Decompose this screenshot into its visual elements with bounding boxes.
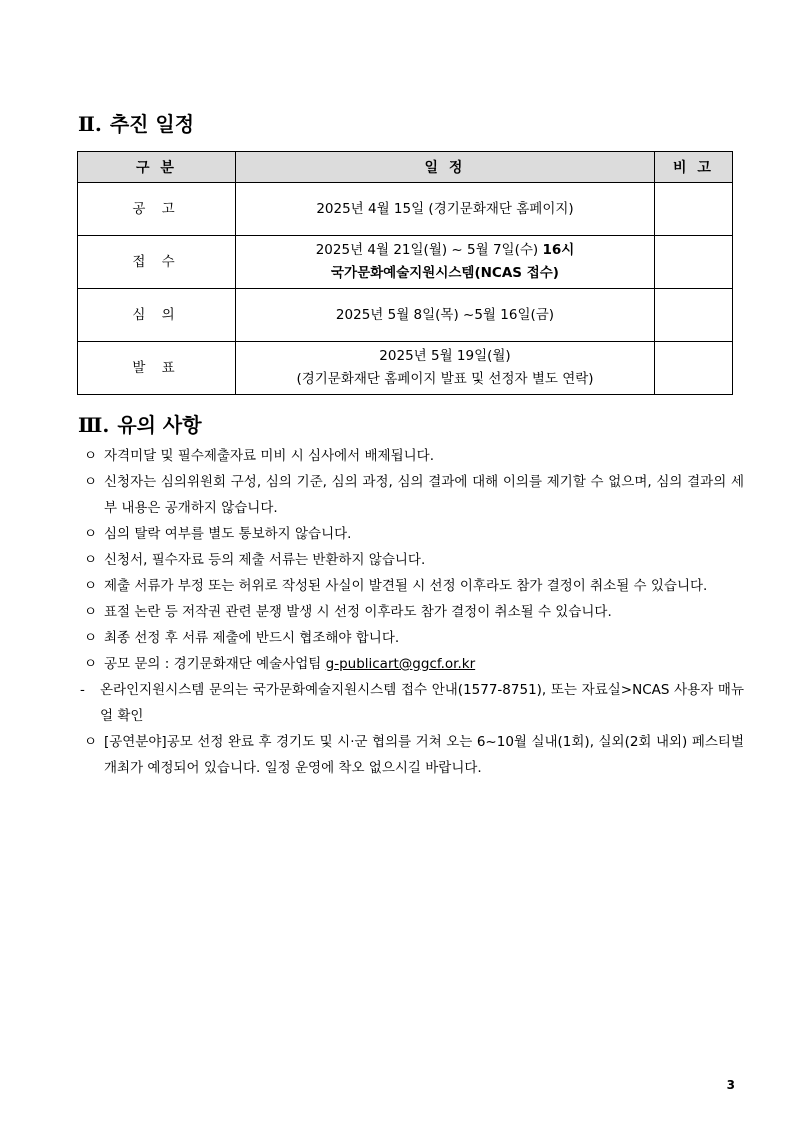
section-number: Ⅲ. bbox=[78, 413, 110, 437]
bullet-icon: ㅇ bbox=[84, 604, 98, 620]
contact-item bbox=[84, 651, 744, 677]
row-schedule bbox=[236, 183, 655, 236]
bullet-icon: ㅇ bbox=[84, 474, 98, 490]
note-text: 신청서, 필수자료 등의 제출 서류는 반환하지 않습니다. bbox=[104, 552, 426, 568]
note-text: 온라인지원시스템 문의는 국가문화예술지원시스템 접수 안내(1577-8751), 또는 자료실>NCAS 사용자 매뉴얼 확인 bbox=[100, 682, 744, 724]
header-schedule: 일 정 bbox=[236, 152, 655, 183]
note-text: 최종 선정 후 서류 제출에 반드시 협조해야 합니다. bbox=[104, 630, 400, 646]
bullet-icon: ㅇ bbox=[84, 552, 98, 568]
list-item bbox=[84, 625, 744, 651]
header-category: 구 분 bbox=[78, 152, 236, 183]
row-category: 발 표 bbox=[78, 342, 236, 395]
section-title-text: 유의 사항 bbox=[117, 413, 202, 437]
bullet-icon: ㅇ bbox=[84, 630, 98, 646]
contact-email-link[interactable]: g-publicart@ggcf.or.kr bbox=[325, 656, 476, 672]
note-text: 자격미달 및 필수제출자료 미비 시 심사에서 배제됩니다. bbox=[104, 448, 434, 464]
schedule-table bbox=[77, 151, 733, 395]
table-row bbox=[78, 183, 733, 236]
list-item bbox=[84, 573, 744, 599]
list-item bbox=[84, 547, 744, 573]
row-note bbox=[655, 236, 733, 289]
schedule-text: 2025년 5월 8일(목) ~5월 16일(금) bbox=[335, 306, 555, 323]
note-text: 심의 탈락 여부를 별도 통보하지 않습니다. bbox=[104, 526, 352, 542]
note-text: [공연분야]공모 선정 완료 후 경기도 및 시·군 협의를 거쳐 오는 6~10월 실내(1회), 실외(2회 내외) 페스티벌 개최가 예정되어 있습니다. 일정 운영에 착오 없으시길 바랍니다. bbox=[104, 734, 744, 776]
row-note bbox=[655, 183, 733, 236]
row-schedule bbox=[236, 342, 655, 395]
list-item bbox=[84, 521, 744, 547]
list-item bbox=[84, 443, 744, 469]
bullet-icon: ㅇ bbox=[84, 448, 98, 464]
note-text bbox=[104, 651, 744, 677]
page-number: 3 bbox=[726, 1078, 735, 1092]
section-heading-notes bbox=[78, 409, 202, 438]
section-number: Ⅱ. bbox=[78, 112, 102, 136]
row-schedule bbox=[236, 236, 655, 289]
table-row bbox=[78, 236, 733, 289]
bullet-icon: ㅇ bbox=[84, 578, 98, 594]
bullet-icon: ㅇ bbox=[84, 734, 98, 750]
section-title-text: 추진 일정 bbox=[109, 112, 195, 136]
list-item bbox=[84, 729, 744, 781]
deadline-time: 16시 bbox=[542, 242, 575, 258]
section-heading-schedule bbox=[78, 108, 194, 137]
schedule-subtext: 국가문화예술지원시스템(NCAS 접수) bbox=[331, 265, 559, 281]
sub-list-item bbox=[80, 677, 744, 729]
schedule-text: 2025년 4월 15일 (경기문화재단 홈페이지) bbox=[316, 200, 574, 217]
list-item bbox=[84, 599, 744, 625]
notes-list bbox=[80, 443, 744, 781]
row-schedule bbox=[236, 289, 655, 342]
note-text: 신청자는 심의위원회 구성, 심의 기준, 심의 과정, 심의 결과에 대해 이의를 제기할 수 없으며, 심의 결과의 세부 내용은 공개하지 않습니다. bbox=[104, 474, 744, 516]
schedule-text: 2025년 5월 19일(월) bbox=[379, 348, 511, 364]
row-note bbox=[655, 342, 733, 395]
row-category: 심 의 bbox=[78, 289, 236, 342]
bullet-icon: ㅇ bbox=[84, 656, 98, 672]
contact-label: 공모 문의 : 경기문화재단 예술사업팀 bbox=[104, 656, 326, 672]
note-text: 표절 논란 등 저작권 관련 분쟁 발생 시 선정 이후라도 참가 결정이 취소될 수 있습니다. bbox=[104, 604, 612, 620]
header-note: 비 고 bbox=[655, 152, 733, 183]
bullet-icon: ㅇ bbox=[84, 526, 98, 542]
table-header-row bbox=[78, 152, 733, 183]
schedule-text: 2025년 4월 21일(월) ~ 5월 7일(수) bbox=[315, 242, 543, 258]
note-text: 제출 서류가 부정 또는 허위로 작성된 사실이 발견될 시 선정 이후라도 참가 결정이 취소될 수 있습니다. bbox=[104, 578, 708, 594]
dash-icon: - bbox=[80, 682, 85, 698]
schedule-subtext: (경기문화재단 홈페이지 발표 및 선정자 별도 연락) bbox=[296, 371, 594, 387]
list-item bbox=[84, 469, 744, 521]
table-row bbox=[78, 342, 733, 395]
row-note bbox=[655, 289, 733, 342]
row-category: 공 고 bbox=[78, 183, 236, 236]
table-row bbox=[78, 289, 733, 342]
row-category: 접 수 bbox=[78, 236, 236, 289]
